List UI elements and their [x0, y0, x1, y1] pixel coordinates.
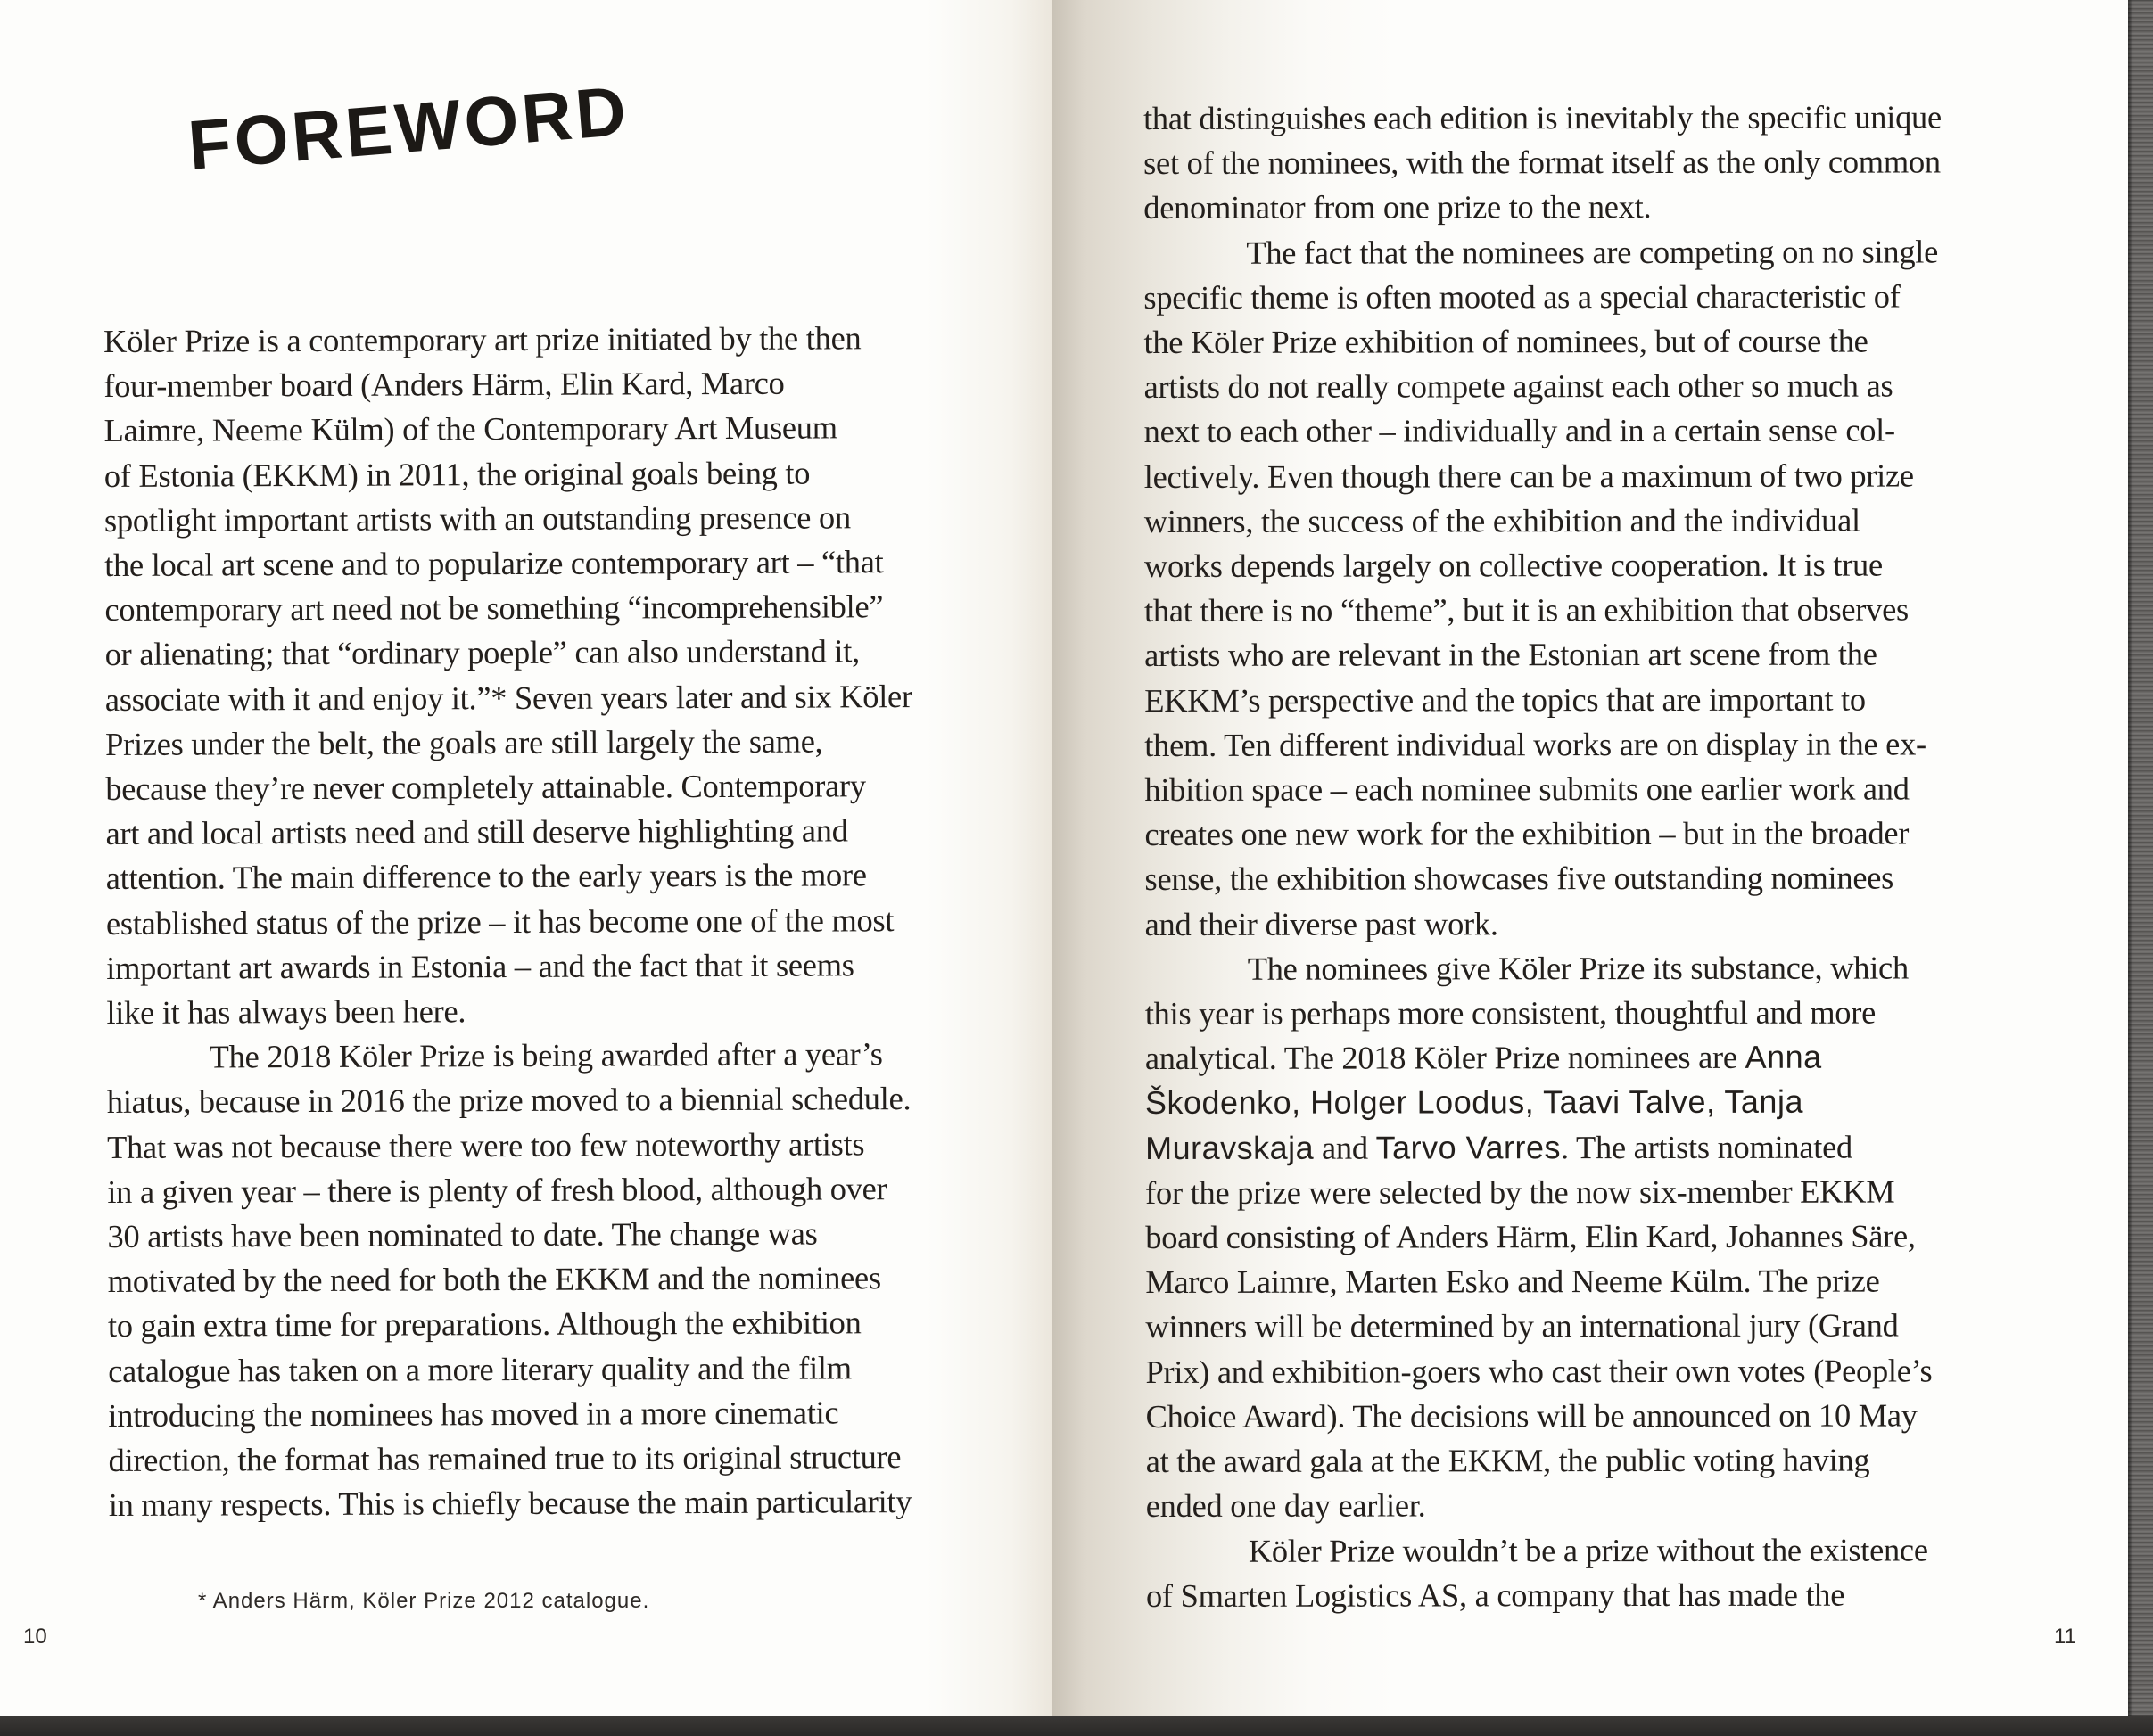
nominee-names: Tarvo Varres: [1375, 1128, 1562, 1166]
text-line: that distinguishes each edition is inevitably the specific unique: [1143, 98, 1942, 136]
text-line: in a given year – there is plenty of fresh blood, although over: [107, 1170, 887, 1210]
text-line: The 2018 Köler Prize is being awarded after a year’s: [209, 1035, 883, 1075]
left-page-body: [103, 316, 1001, 1528]
text-line: spotlight important artists with an outstanding presence on: [103, 498, 851, 539]
right-page-body: [1143, 95, 2038, 1618]
text-line: set of the nominees, with the format itself as the only common: [1143, 143, 1941, 182]
text-line: [1145, 1124, 2037, 1171]
text-line: Köler Prize is a contemporary art prize initiated by the then: [103, 319, 862, 359]
text-line: hibition space – each nominee submits one earlier work and: [1144, 769, 1910, 809]
text-fragment: analytical. The 2018 Köler Prize nominees are: [1144, 1039, 1745, 1077]
page-title: FOREWORD: [185, 70, 632, 185]
text-line: for the prize were selected by the now six-member EKKM: [1145, 1172, 1895, 1211]
text-line: hiatus, because in 2016 the prize moved to a biennial schedule.: [106, 1080, 912, 1121]
text-line: motivated by the need for both the EKKM and the nominees: [107, 1259, 881, 1300]
text-line: at the award gala at the EKKM, the public voting having: [1145, 1441, 1870, 1480]
text-line: [1145, 1035, 2037, 1082]
text-line: or alienating; that “ordinary poeple” can also understand it,: [104, 632, 860, 673]
text-line: ended one day earlier.: [1145, 1486, 1426, 1525]
text-line: EKKM’s perspective and the topics that are important to: [1144, 680, 1866, 719]
text-line: them. Ten different individual works are on display in the ex-: [1144, 725, 1926, 763]
text-line: next to each other – individually and in a certain sense col-: [1143, 411, 1895, 450]
text-fragment: and: [1314, 1129, 1376, 1166]
text-line: [1145, 1080, 2037, 1126]
text-line: because they’re never completely attainable. Contemporary: [105, 767, 866, 808]
text-line: established status of the prize – it has become one of the most: [105, 901, 895, 942]
page-number-left: 10: [23, 1625, 47, 1649]
scanner-background: [0, 1716, 2153, 1736]
text-line: works depends largely on collective cooperation. It is true: [1143, 546, 1883, 585]
text-line: Prix) and exhibition-goers who cast their own votes (People’s: [1145, 1352, 1933, 1390]
text-line: creates one new work for the exhibition – but in the broader: [1144, 814, 1910, 853]
text-line: direction, the format has remained true to its original structure: [108, 1438, 902, 1479]
text-line: attention. The main difference to the early years is the more: [105, 856, 867, 897]
text-line: like it has always been here.: [106, 992, 466, 1032]
text-line: and their diverse past work.: [1144, 904, 1498, 942]
text-line: artists do not really compete against each other so much as: [1143, 366, 1893, 406]
text-line: of Estonia (EKKM) in 2011, the original goals being to: [103, 454, 811, 494]
nominee-names: Škodenko, Holger Loodus, Taavi Talve, Tanja: [1144, 1083, 1803, 1122]
text-line: lectively. Even though there can be a maximum of two prize: [1143, 457, 1914, 495]
text-line: Marco Laimre, Marten Esko and Neeme Külm. The prize: [1145, 1262, 1880, 1301]
text-line: associate with it and enjoy it.”* Seven years later and six Köler: [104, 677, 912, 718]
page-number-right: 11: [2054, 1625, 2076, 1649]
text-line: important art awards in Estonia – and the fact that it seems: [106, 946, 854, 986]
text-line: of Smarten Logistics AS, a company that has made the: [1145, 1576, 1845, 1614]
text-line: catalogue has taken on a more literary quality and the film: [108, 1349, 852, 1389]
nominee-names: Anna: [1745, 1038, 1822, 1076]
text-line: board consisting of Anders Härm, Elin Kard, Johannes Säre,: [1145, 1217, 1916, 1256]
text-line: winners will be determined by an international jury (Grand: [1145, 1307, 1899, 1345]
text-line: specific theme is often mooted as a special characteristic of: [1143, 277, 1901, 316]
text-line: this year is perhaps more consistent, thoughtful and more: [1144, 993, 1877, 1033]
text-line: four-member board (Anders Härm, Elin Kard, Marco: [103, 364, 785, 405]
text-line: That was not because there were too few noteworthy artists: [106, 1124, 865, 1165]
text-line: artists who are relevant in the Estonian art scene from the: [1144, 636, 1877, 674]
text-line: 30 artists have been nominated to date. The change was: [107, 1214, 818, 1255]
text-line: denominator from one prize to the next.: [1143, 188, 1652, 226]
text-line: art and local artists need and still deserve highlighting and: [105, 811, 848, 852]
text-line: contemporary art need not be something “incomprehensible”: [104, 588, 884, 629]
text-line: introducing the nominees has moved in a more cinematic: [108, 1394, 839, 1434]
text-line: Laimre, Neeme Külm) of the Contemporary Art Museum: [103, 408, 837, 449]
text-line: the Köler Prize exhibition of nominees, but of course the: [1143, 322, 1868, 361]
text-line: in many respects. This is chiefly because the main particularity: [108, 1483, 912, 1524]
text-line: sense, the exhibition showcases five outstanding nominees: [1144, 859, 1894, 898]
text-line: Köler Prize wouldn’t be a prize without the existence: [1248, 1530, 1928, 1569]
text-line: winners, the success of the exhibition and the individual: [1143, 501, 1860, 539]
text-line: the local art scene and to popularize contemporary art – “that: [104, 543, 884, 584]
text-line: to gain extra time for preparations. Although the exhibition: [107, 1304, 862, 1345]
text-line: that there is no “theme”, but it is an exhibition that observes: [1143, 590, 1909, 629]
text-fragment: . The artists nominated: [1560, 1128, 1852, 1165]
page-stack-edge: [2128, 0, 2153, 1716]
text-line: The fact that the nominees are competing on no single: [1246, 233, 1939, 271]
text-line: Prizes under the belt, the goals are still largely the same,: [104, 722, 823, 762]
nominee-names: Muravskaja: [1145, 1129, 1315, 1166]
text-line: Choice Award). The decisions will be announced on 10 May: [1145, 1396, 1918, 1435]
text-line: The nominees give Köler Prize its substance, which: [1247, 949, 1909, 987]
footnote: * Anders Härm, Köler Prize 2012 catalogue.: [198, 1589, 650, 1613]
